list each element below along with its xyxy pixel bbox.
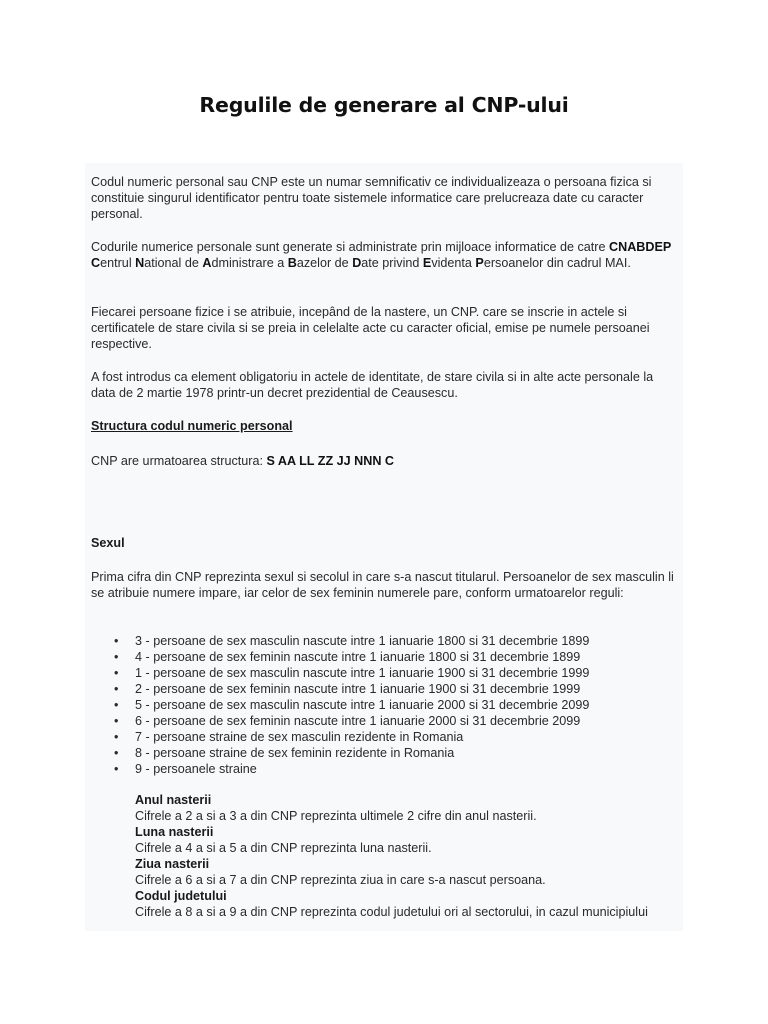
expansion-initial: P: [475, 256, 484, 270]
sex-rule-item: [85, 633, 683, 649]
bullet-icon: •: [114, 714, 119, 728]
expansion-initial: N: [135, 256, 145, 270]
sex-rule-item: [85, 681, 683, 697]
expansion-rest: ersoanelor din cadrul MAI.: [483, 256, 631, 270]
sex-rule-item: [85, 713, 683, 729]
sex-paragraph: Prima cifra din CNP reprezinta sexul si secolul in care s-a nascut titularul. Persoanelor de sex masculin li se atribuie numere impare, iar celor de sex feminin numerele pare, conform urmatoarelor reguli:: [91, 570, 674, 600]
sex-rule-item: [85, 745, 683, 761]
structure-text: [91, 453, 681, 469]
field-heading: Luna nasterii: [135, 825, 214, 839]
expansion-rest: entrul: [100, 256, 136, 270]
sex-rule-text: 2 - persoane de sex feminin nascute intre 1 ianuarie 1900 si 31 decembrie 1999: [135, 682, 581, 696]
field-description: Cifrele a 2 a si a 3 a din CNP reprezinta ultimele 2 cifre din anul nasterii.: [135, 809, 537, 823]
sex-rule-item: [85, 697, 683, 713]
cnp-fields-block: [135, 792, 683, 920]
expansion-rest: ate privind: [361, 256, 423, 270]
expansion-initial: B: [287, 256, 297, 270]
intro-paragraph-1: Codul numeric personal sau CNP este un numar semnificativ ce individualizeaza o persoana fizica si constituie singurul identificator pentru toate sistemele informatice care prelucreaza date cu caracter personal.: [91, 175, 652, 221]
page-title: Regulile de generare al CNP-ului: [199, 93, 569, 117]
sex-rule-text: 1 - persoane de sex masculin nascute intre 1 ianuarie 1900 si 31 decembrie 1999: [135, 666, 590, 680]
expansion-initial: C: [91, 256, 101, 270]
bullet-icon: •: [114, 634, 119, 648]
expansion-initial: D: [352, 256, 362, 270]
sex-rule-item: [85, 665, 683, 681]
intro-paragraph-3: Fiecarei persoane fizice i se atribuie, incepând de la nastere, un CNP. care se inscrie in actele si certificatele de stare civila si se preia in celelalte acte cu caracter oficial, emise pe numele persoanei respective.: [91, 305, 650, 351]
cnp-format: S AA LL ZZ JJ NNN C: [266, 454, 395, 468]
bullet-icon: •: [114, 666, 119, 680]
sex-rule-text: 9 - persoanele straine: [135, 762, 257, 776]
bullet-icon: •: [114, 762, 119, 776]
sex-rule-text: 6 - persoane de sex feminin nascute intre 1 ianuarie 2000 si 31 decembrie 2099: [135, 714, 581, 728]
field-description: Cifrele a 4 a si a 5 a din CNP reprezinta luna nasterii.: [135, 841, 432, 855]
structure-heading: Structura codul numeric personal: [91, 419, 293, 433]
expansion-initial: A: [202, 256, 212, 270]
field-heading: Anul nasterii: [135, 793, 212, 807]
structure-text-prefix: CNP are urmatoarea structura:: [91, 454, 267, 468]
bullet-icon: •: [114, 682, 119, 696]
sex-rule-item: [85, 649, 683, 665]
field-description: Cifrele a 8 a si a 9 a din CNP reprezinta codul judetului ori al sectorului, in cazul municipiului: [135, 905, 648, 919]
bullet-icon: •: [114, 746, 119, 760]
cnabdep-expansion: [91, 256, 631, 270]
sex-rule-text: 4 - persoane de sex feminin nascute intre 1 ianuarie 1800 si 31 decembrie 1899: [135, 650, 581, 664]
sex-rule-item: [85, 761, 683, 777]
expansion-rest: azelor de: [296, 256, 353, 270]
cnabdep-acronym: CNABDEP: [609, 240, 672, 254]
expansion-rest: videnta: [431, 256, 476, 270]
field-heading: Ziua nasterii: [135, 857, 210, 871]
expansion-initial: E: [422, 256, 432, 270]
bullet-icon: •: [114, 698, 119, 712]
sex-rule-text: 7 - persoane straine de sex masculin rezidente in Romania: [135, 730, 464, 744]
sex-rules-list: [85, 633, 683, 777]
field-heading: Codul judetului: [135, 889, 227, 903]
field-description: Cifrele a 6 a si a 7 a din CNP reprezinta ziua in care s-a nascut persoana.: [135, 873, 546, 887]
intro-paragraph-2-prefix: Codurile numerice personale sunt generate si administrate prin mijloace informatice de catre: [91, 240, 609, 254]
sex-rule-text: 8 - persoane straine de sex feminin rezidente in Romania: [135, 746, 455, 760]
sex-rule-item: [85, 729, 683, 745]
intro-paragraph-4: A fost introdus ca element obligatoriu in actele de identitate, de stare civila si in alte acte personale la data de 2 martie 1978 printr-un decret prezidential de Ceausescu.: [91, 370, 654, 400]
expansion-rest: ational de: [144, 256, 203, 270]
sex-heading: Sexul: [91, 536, 125, 550]
intro-paragraph-2: [91, 239, 681, 271]
expansion-rest: dministrare a: [211, 256, 288, 270]
document-body: [85, 163, 683, 931]
sex-rule-text: 3 - persoane de sex masculin nascute intre 1 ianuarie 1800 si 31 decembrie 1899: [135, 634, 590, 648]
sex-rule-text: 5 - persoane de sex masculin nascute intre 1 ianuarie 2000 si 31 decembrie 2099: [135, 698, 590, 712]
bullet-icon: •: [114, 730, 119, 744]
bullet-icon: •: [114, 650, 119, 664]
